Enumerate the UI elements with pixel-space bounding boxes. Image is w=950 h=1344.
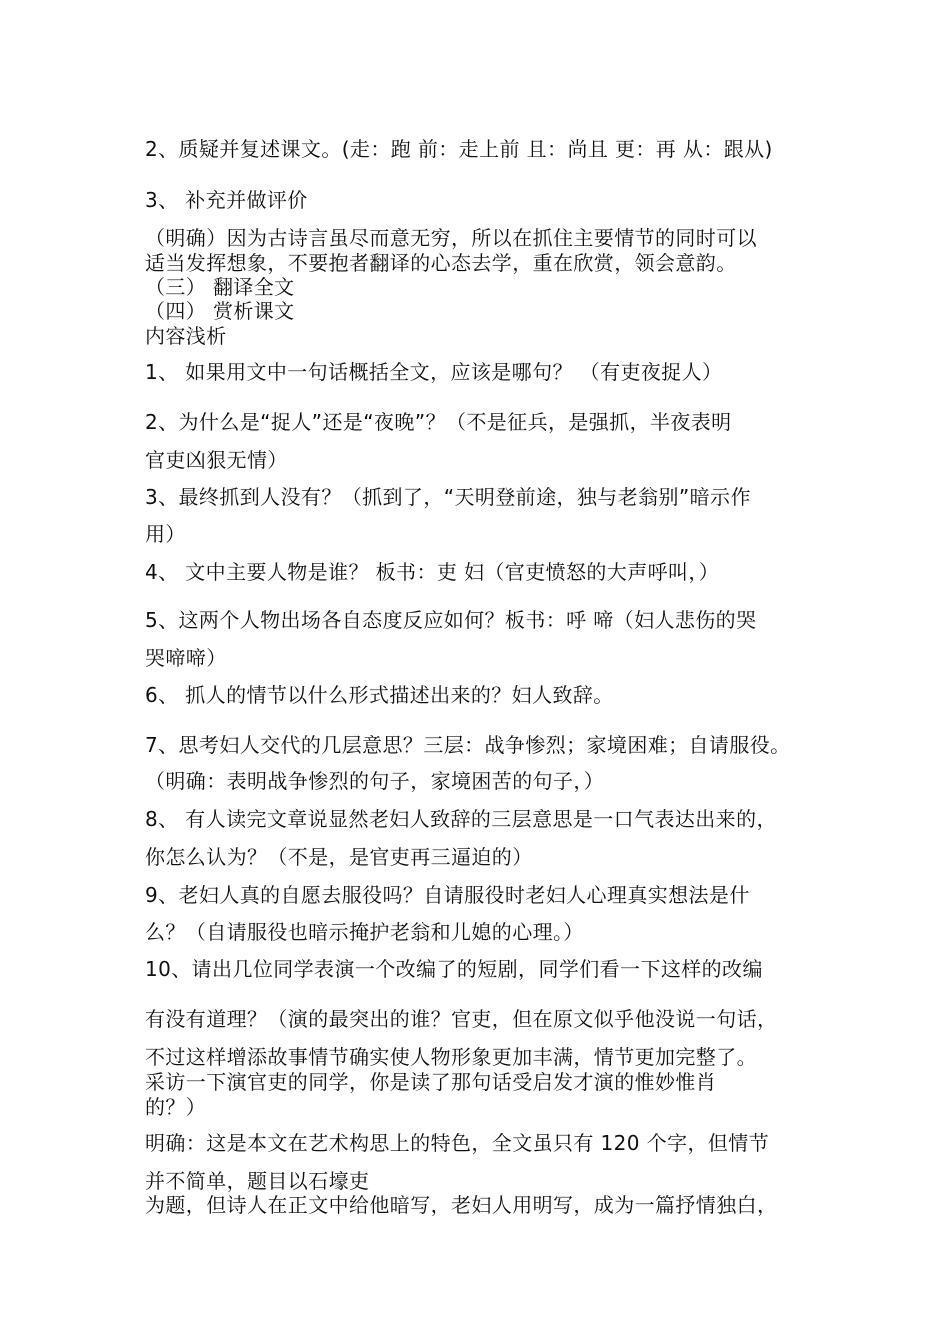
- text-line: 7、思考妇人交代的几层意思？三层：战争惨烈；家境困难；自请服役。: [145, 733, 791, 757]
- text-line: 不过这样增添故事情节确实使人物形象更加丰满，情节更加完整了。: [145, 1045, 757, 1069]
- text-line: （明确）因为古诗言虽尽而意无穷，所以在抓住主要情节的同时可以: [145, 226, 757, 250]
- text-line: 官吏凶狠无情）: [145, 448, 288, 472]
- text-line: 采访一下演官吏的同学，你是读了那句话受启发才演的惟妙惟肖: [145, 1070, 717, 1094]
- text-line: 1、 如果用文中一句话概括全文，应该是哪句？ （有吏夜捉人）: [145, 360, 723, 384]
- text-line: 5、这两个人物出场各自态度反应如何？板书：呼 啼（妇人悲伤的哭: [145, 608, 757, 632]
- text-line: 你怎么认为？（不是，是官吏再三逼迫的）: [145, 845, 533, 869]
- text-line: （三） 翻译全文: [145, 275, 295, 299]
- text-line: 哭啼啼）: [145, 646, 227, 670]
- text-line: 的？）: [145, 1095, 207, 1119]
- text-line: 8、 有人读完文章说显然老妇人致辞的三层意思是一口气表达出来的，: [145, 807, 777, 831]
- text-line: （明确：表明战争惨烈的句子，家境困苦的句子，）: [145, 769, 605, 793]
- text-line: 并不简单，题目以石壕吏: [145, 1169, 370, 1193]
- text-line: 9、老妇人真的自愿去服役吗？自请服役时老妇人心理真实想法是什: [145, 883, 750, 907]
- text-line: 4、 文中主要人物是谁？ 板书：吏 妇（官吏愤怒的大声呼叫，）: [145, 560, 720, 584]
- text-line: 3、 补充并做评价: [145, 188, 308, 212]
- text-line: 3、最终抓到人没有？（抓到了，“天明登前途，独与老翁别”暗示作: [145, 485, 751, 509]
- text-line: 为题，但诗人在正文中给他暗写，老妇人用明写，成为一篇抒情独白，: [145, 1193, 778, 1217]
- text-line: 有没有道理？（演的最突出的谁？官吏，但在原文似乎他没说一句话，: [145, 1007, 778, 1031]
- text-line: 10、请出几位同学表演一个改编了的短剧，同学们看一下这样的改编: [145, 957, 763, 981]
- text-line: 用）: [145, 522, 186, 546]
- text-line: 2、质疑并复述课文。(走：跑 前：走上前 且：尚且 更：再 从：跟从): [145, 137, 773, 161]
- text-line: 适当发挥想象，不要抱者翻译的心态去学，重在欣赏，领会意韵。: [145, 251, 737, 275]
- text-line: 明确：这是本文在艺术构思上的特色，全文虽只有 120 个字，但情节: [145, 1131, 770, 1155]
- text-line: 内容浅析: [145, 324, 227, 348]
- text-line: 2、为什么是“捉人”还是“夜晚”？（不是征兵，是强抓，半夜表明: [145, 410, 732, 434]
- text-line: （四） 赏析课文: [145, 299, 295, 323]
- text-line: 么？（自请服役也暗示掩护老翁和儿媳的心理。）: [145, 920, 584, 944]
- text-line: 6、 抓人的情节以什么形式描述出来的？妇人致辞。: [145, 683, 614, 707]
